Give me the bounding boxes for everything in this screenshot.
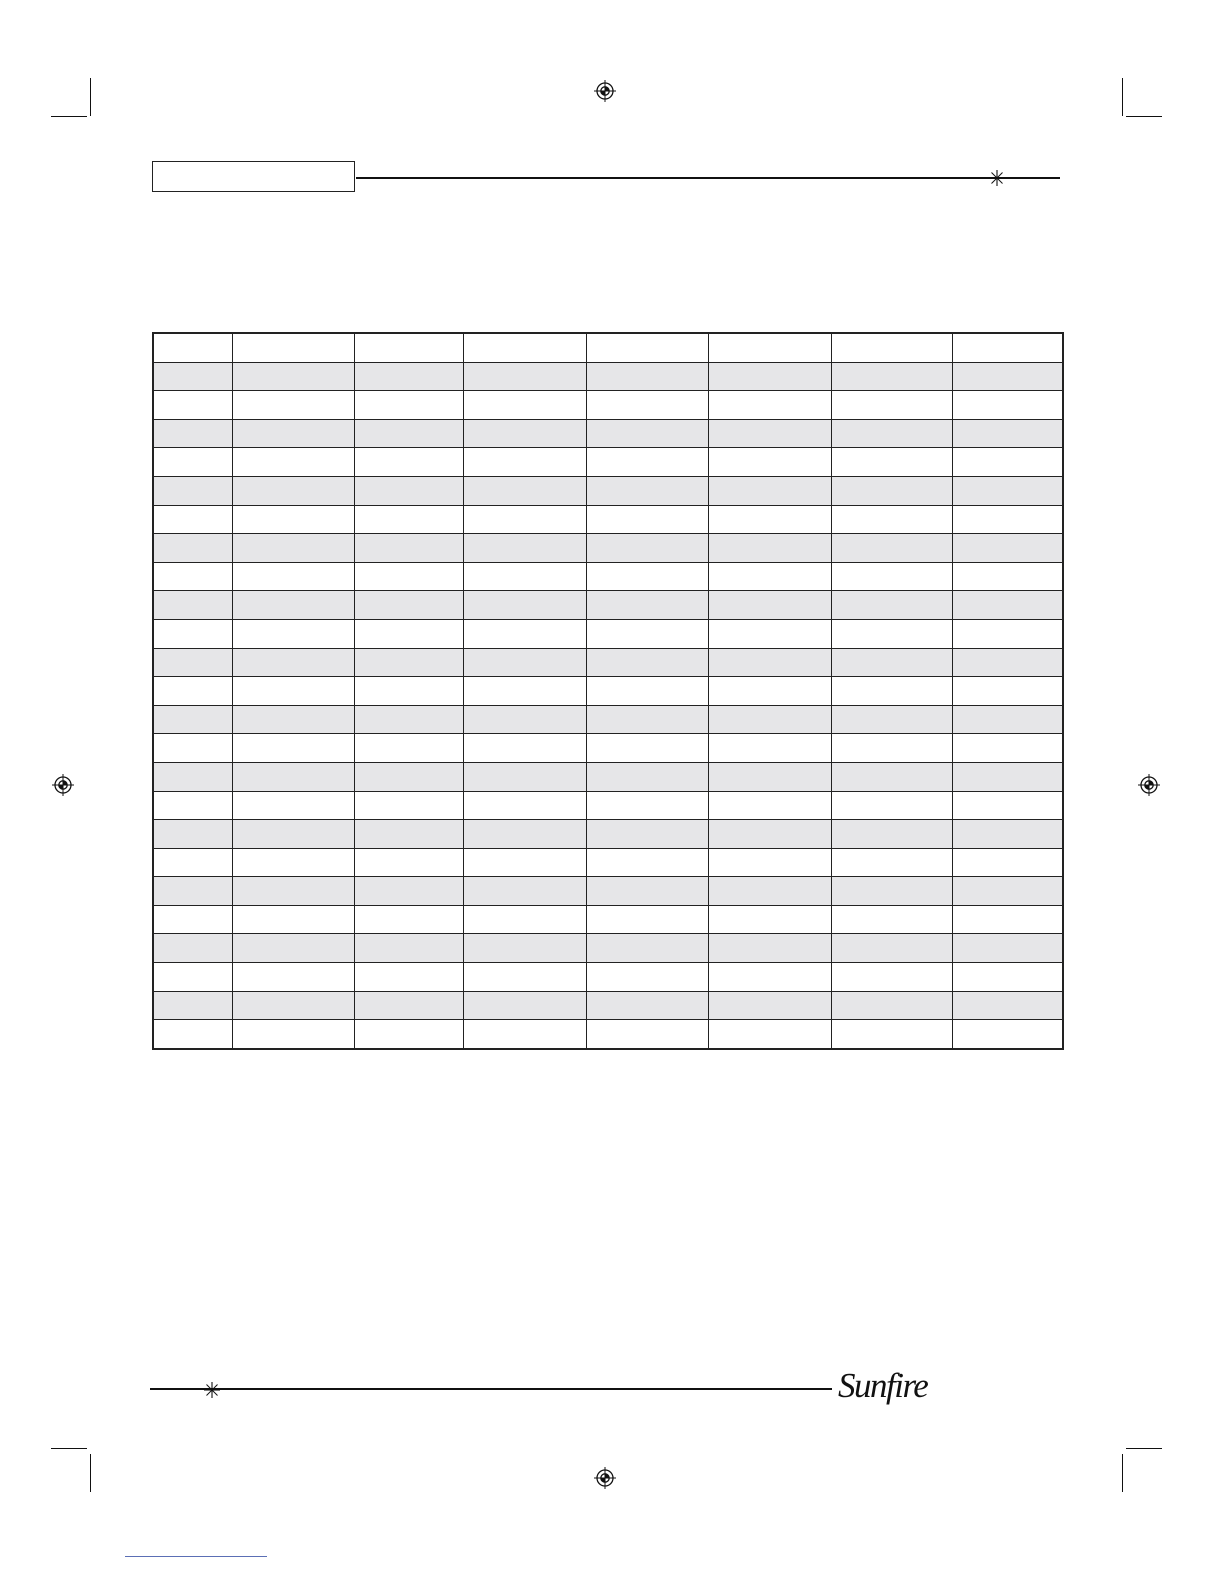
table-cell [354,562,463,591]
table-row [153,419,1063,448]
table-cell [153,705,232,734]
table-cell [232,391,354,420]
table-cell [586,677,708,706]
table-cell [232,534,354,563]
table-cell [354,591,463,620]
table-cell [463,905,586,934]
table-cell [354,476,463,505]
table-cell [232,905,354,934]
table-row [153,448,1063,477]
table-cell [232,1020,354,1049]
table-cell [586,333,708,362]
table-row [153,705,1063,734]
table-row [153,391,1063,420]
table-cell [153,677,232,706]
table-cell [952,362,1063,391]
table-cell [354,448,463,477]
table-cell [232,762,354,791]
table-cell [708,1020,831,1049]
table-cell [708,591,831,620]
table-row [153,591,1063,620]
table-cell [354,534,463,563]
table-cell [831,562,952,591]
table-cell [354,734,463,763]
crop-mark-bottom-left-horizontal [51,1448,87,1449]
table-cell [952,476,1063,505]
table-cell [586,562,708,591]
table-row [153,905,1063,934]
table-cell [586,648,708,677]
table-cell [952,991,1063,1020]
table-cell [831,677,952,706]
table-cell [708,362,831,391]
table-cell [586,991,708,1020]
table-cell [463,391,586,420]
table-row [153,762,1063,791]
table-cell [354,619,463,648]
table-cell [354,333,463,362]
table-cell [708,762,831,791]
table-cell [232,963,354,992]
registration-mark-icon [1138,774,1160,796]
table-cell [831,848,952,877]
table-cell [463,734,586,763]
table-cell [586,362,708,391]
table-cell [463,534,586,563]
table-cell [586,505,708,534]
section-header-box [152,161,355,192]
table-cell [708,934,831,963]
table-cell [952,820,1063,849]
table-cell [232,333,354,362]
table-cell [831,391,952,420]
table-cell [952,391,1063,420]
table-cell [153,820,232,849]
table-cell [463,476,586,505]
table-cell [831,534,952,563]
table-cell [232,877,354,906]
table-cell [232,648,354,677]
table-cell [153,734,232,763]
table-cell [153,362,232,391]
registration-mark-icon [594,1467,616,1489]
table-cell [463,934,586,963]
table-cell [586,619,708,648]
table-cell [586,476,708,505]
table-cell [586,534,708,563]
table-cell [708,905,831,934]
table-row [153,1020,1063,1049]
table-cell [952,734,1063,763]
table-cell [354,991,463,1020]
table-cell [354,362,463,391]
table-cell [232,677,354,706]
table-cell [952,963,1063,992]
table-cell [153,848,232,877]
table-cell [952,648,1063,677]
table-cell [952,905,1063,934]
table-cell [708,391,831,420]
table-cell [586,419,708,448]
table-cell [354,648,463,677]
table-cell [708,505,831,534]
table-row [153,534,1063,563]
table-row [153,505,1063,534]
table-cell [232,448,354,477]
table-cell [831,419,952,448]
table-cell [831,362,952,391]
table-row [153,619,1063,648]
table-cell [708,333,831,362]
table-cell [952,705,1063,734]
table-cell [952,877,1063,906]
table-cell [952,762,1063,791]
crop-mark-top-right-horizontal [1126,116,1162,117]
table-cell [153,1020,232,1049]
table-row [153,734,1063,763]
table-cell [831,762,952,791]
table-cell [708,705,831,734]
table-cell [831,991,952,1020]
table-cell [153,934,232,963]
registration-mark-icon [52,774,74,796]
table-cell [586,762,708,791]
table-cell [586,705,708,734]
table-row [153,476,1063,505]
table-cell [586,963,708,992]
table-cell [232,476,354,505]
table-cell [586,877,708,906]
table-cell [708,791,831,820]
table-cell [232,591,354,620]
table-cell [463,877,586,906]
table-cell [831,905,952,934]
table-cell [153,419,232,448]
table-cell [354,905,463,934]
table-cell [354,934,463,963]
table-cell [463,419,586,448]
table-cell [586,448,708,477]
table-cell [153,448,232,477]
table-cell [153,619,232,648]
table-row [153,848,1063,877]
link-underline[interactable] [125,1556,267,1557]
table-cell [952,448,1063,477]
table-cell [354,762,463,791]
table-cell [463,705,586,734]
table-row [153,562,1063,591]
table-cell [586,1020,708,1049]
table-cell [354,877,463,906]
table-cell [354,1020,463,1049]
table-cell [708,419,831,448]
table-cell [153,991,232,1020]
crop-mark-top-left-vertical [90,78,91,116]
table-cell [831,591,952,620]
table-cell [952,562,1063,591]
table-cell [232,791,354,820]
table-cell [463,448,586,477]
table-cell [952,934,1063,963]
table-cell [831,734,952,763]
table-cell [232,562,354,591]
table-cell [952,791,1063,820]
table-cell [232,734,354,763]
table-cell [586,820,708,849]
table-cell [463,848,586,877]
table-cell [708,677,831,706]
table-cell [586,734,708,763]
table-row [153,791,1063,820]
table-cell [952,677,1063,706]
table-cell [153,648,232,677]
table-cell [463,562,586,591]
table-cell [708,534,831,563]
table-cell [708,877,831,906]
table-cell [153,963,232,992]
table-cell [708,562,831,591]
table-cell [952,591,1063,620]
table-cell [232,820,354,849]
table-cell [708,734,831,763]
table-cell [708,619,831,648]
crop-mark-top-left-horizontal [51,116,87,117]
table-cell [153,534,232,563]
table-cell [232,991,354,1020]
table-cell [153,476,232,505]
table-cell [952,505,1063,534]
table-cell [831,648,952,677]
table-cell [153,562,232,591]
table-cell [153,877,232,906]
table-cell [831,934,952,963]
table-row [153,820,1063,849]
table-cell [708,848,831,877]
header-rule [356,177,1060,179]
table-cell [463,619,586,648]
table-cell [831,820,952,849]
table-cell [586,905,708,934]
crop-mark-bottom-right-horizontal [1126,1448,1162,1449]
table-cell [153,591,232,620]
table-row [153,333,1063,362]
table-cell [463,1020,586,1049]
table-row [153,362,1063,391]
table-cell [708,820,831,849]
table-cell [463,991,586,1020]
table-cell [831,963,952,992]
table-cell [831,448,952,477]
table-cell [831,619,952,648]
table-cell [463,677,586,706]
table-cell [463,963,586,992]
registration-mark-icon [594,80,616,102]
table-cell [463,591,586,620]
table-cell [153,762,232,791]
table-row [153,991,1063,1020]
table-cell [354,505,463,534]
table-cell [232,619,354,648]
table-cell [952,333,1063,362]
table-cell [354,791,463,820]
table-cell [232,419,354,448]
sparkle-star-icon [203,1381,221,1399]
table-row [153,963,1063,992]
table-cell [831,505,952,534]
table-cell [586,791,708,820]
table-cell [708,476,831,505]
table-cell [354,705,463,734]
table-cell [831,333,952,362]
table-cell [232,934,354,963]
brand-logo-text: Sunfire [838,1366,928,1405]
table-cell [153,905,232,934]
table-cell [952,534,1063,563]
table-cell [708,963,831,992]
table-cell [232,705,354,734]
table-cell [153,791,232,820]
table-cell [153,505,232,534]
crop-mark-top-right-vertical [1122,78,1123,116]
table-cell [708,648,831,677]
table-cell [708,448,831,477]
table-cell [232,848,354,877]
table-cell [463,505,586,534]
table-cell [952,419,1063,448]
table-cell [586,391,708,420]
table-cell [232,505,354,534]
data-table [152,332,1064,1050]
table-cell [952,848,1063,877]
table-cell [952,1020,1063,1049]
table-cell [708,991,831,1020]
table-row [153,648,1063,677]
table-cell [831,705,952,734]
brand-logo [838,1364,938,1408]
table-cell [354,820,463,849]
table-row [153,677,1063,706]
table-row [153,934,1063,963]
table-cell [232,362,354,391]
table-cell [463,820,586,849]
table-cell [952,619,1063,648]
footer-rule [150,1388,832,1390]
table-row [153,877,1063,906]
table-cell [354,391,463,420]
table-cell [586,934,708,963]
table-cell [831,476,952,505]
table-cell [586,591,708,620]
table-cell [463,333,586,362]
table-cell [463,762,586,791]
table-cell [586,848,708,877]
table-cell [354,419,463,448]
table-cell [831,791,952,820]
table-cell [153,333,232,362]
table-cell [831,877,952,906]
table-cell [354,677,463,706]
table-cell [354,963,463,992]
crop-mark-bottom-right-vertical [1122,1454,1123,1492]
sparkle-star-icon [988,169,1006,187]
crop-mark-bottom-left-vertical [90,1454,91,1492]
table-cell [463,362,586,391]
table-cell [463,648,586,677]
table-cell [153,391,232,420]
table-cell [463,791,586,820]
table-cell [831,1020,952,1049]
table-cell [354,848,463,877]
